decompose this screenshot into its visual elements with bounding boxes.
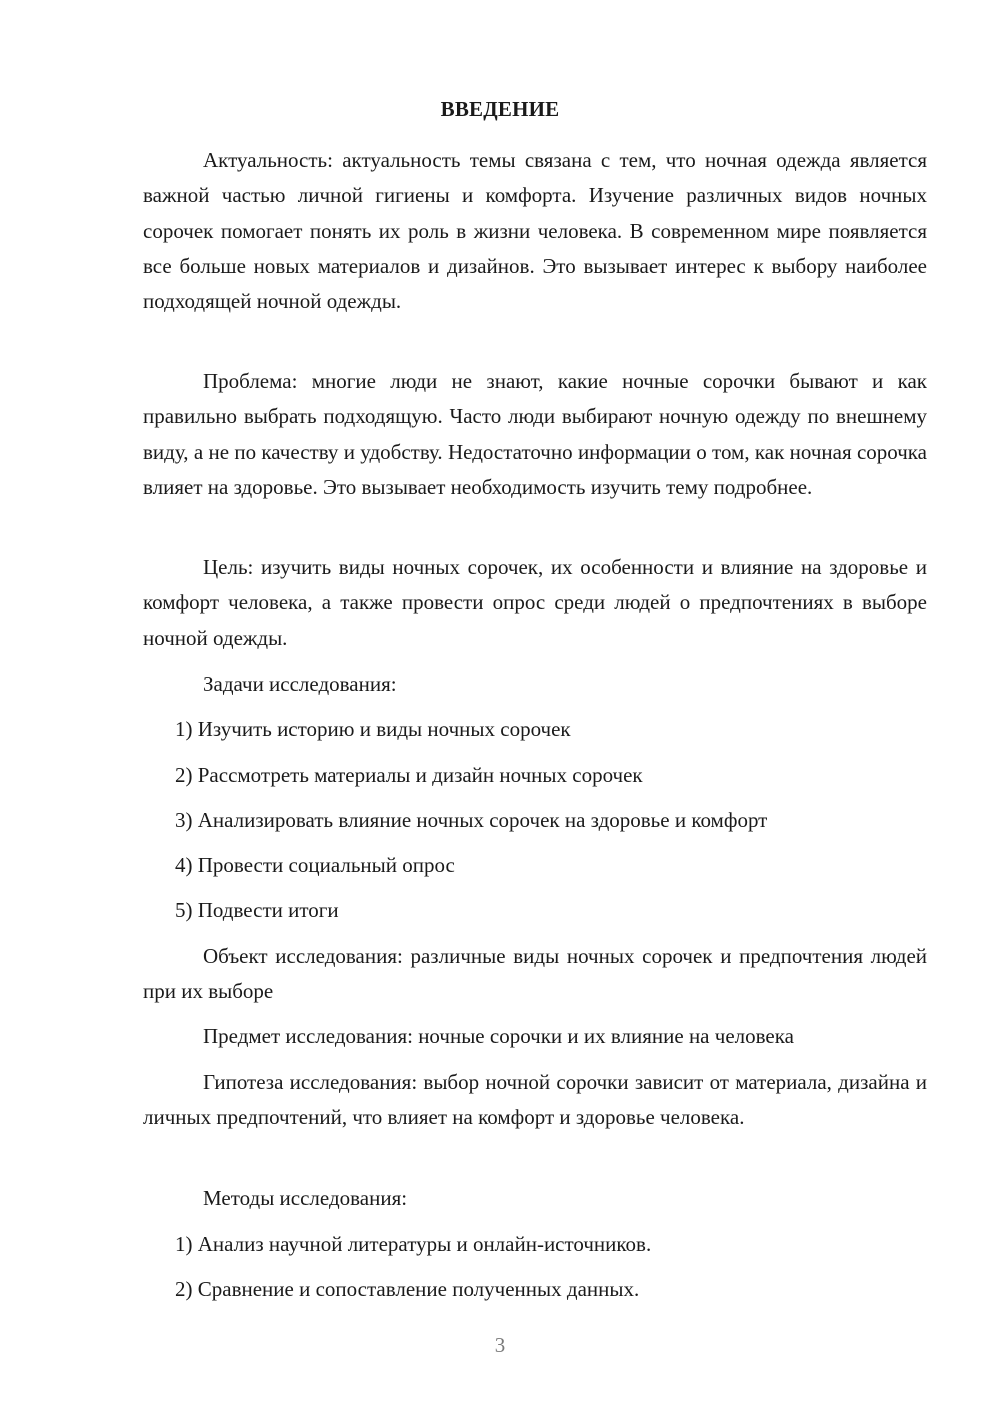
page-number: 3 [494,1333,506,1357]
section-heading: ВВЕДЕНИЕ [440,97,560,121]
subject-paragraph: Предмет исследования: ночные сорочки и их влияние на человека [203,1024,794,1048]
task-item: 3) Анализировать влияние ночных сорочек на здоровье и комфорт [175,808,768,832]
goal-paragraph: Цель: изучить виды ночных сорочек, их особенности и влияние на здоровье и комфорт человека, а также провести опрос среди людей о предпочтениях в выборе ночной одежды. [143,555,927,650]
method-item: 1) Анализ научной литературы и онлайн-источников. [175,1232,652,1256]
task-item: 1) Изучить историю и виды ночных сорочек [175,717,571,741]
methods-heading: Методы исследования: [203,1186,408,1210]
task-item: 2) Рассмотреть материалы и дизайн ночных сорочек [175,763,643,787]
object-paragraph: Объект исследования: различные виды ночных сорочек и предпочтения людей при их выборе [143,944,927,1004]
relevance-paragraph: Актуальность: актуальность темы связана с тем, что ночная одежда является важной частью личной гигиены и комфорта. Изучение различных видов ночных сорочек помогает понять их роль в жизни человека. В современном мире появляется все больше новых материалов и дизайнов. Это вызывает интерес к выбору наиболее подходящей ночной одежды. [143,148,927,314]
hypothesis-paragraph: Гипотеза исследования: выбор ночной сорочки зависит от материала, дизайна и личных предпочтений, что влияет на комфорт и здоровье человека. [143,1070,927,1130]
tasks-heading: Задачи исследования: [203,672,397,696]
task-item: 5) Подвести итоги [175,898,339,922]
task-item: 4) Провести социальный опрос [175,853,455,877]
method-item: 2) Сравнение и сопоставление полученных данных. [175,1277,640,1301]
problem-paragraph: Проблема: многие люди не знают, какие ночные сорочки бывают и как правильно выбрать подходящую. Часто люди выбирают ночную одежду по внешнему виду, а не по качеству и удобству. Недостаточно информации о том, как ночная сорочка влияет на здоровье. Это вызывает необходимость изучить тему подробнее. [143,369,927,499]
